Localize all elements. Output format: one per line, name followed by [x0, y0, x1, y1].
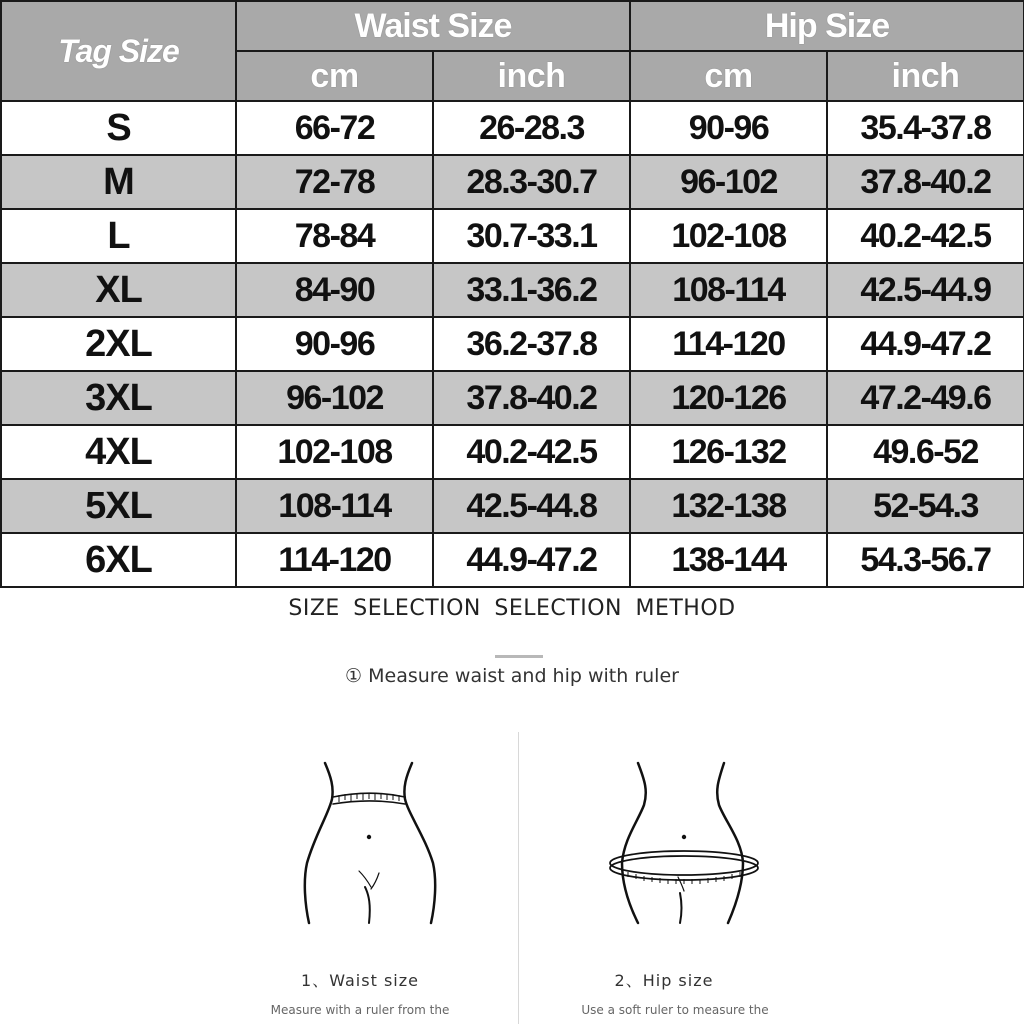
waist-cm-cell: 84-90: [236, 263, 433, 317]
waist-cm-cell: 78-84: [236, 209, 433, 263]
hip-measure-illustration: [600, 755, 770, 930]
tag-size-cell: 2XL: [1, 317, 236, 371]
hip-inch-cell: 49.6-52: [827, 425, 1024, 479]
tag-size-cell: 6XL: [1, 533, 236, 587]
tag-size-cell: XL: [1, 263, 236, 317]
table-row: [1, 317, 1024, 371]
waist-cm-cell: 90-96: [236, 317, 433, 371]
hip-cm-cell: 132-138: [630, 479, 827, 533]
waist-inch-cell: 40.2-42.5: [433, 425, 630, 479]
hip-cm-cell: 102-108: [630, 209, 827, 263]
hip-cm-cell: 90-96: [630, 101, 827, 155]
hip-inch-cell: 54.3-56.7: [827, 533, 1024, 587]
hip-inch-cell: 44.9-47.2: [827, 317, 1024, 371]
hip-inch-cell: 37.8-40.2: [827, 155, 1024, 209]
waist-inch-cell: 26-28.3: [433, 101, 630, 155]
waist-inch-cell: 42.5-44.8: [433, 479, 630, 533]
table-row: [1, 371, 1024, 425]
waist-caption: 1、Waist size: [301, 971, 419, 990]
table-row: [1, 101, 1024, 155]
table-row: [1, 425, 1024, 479]
step-instruction: ① Measure waist and hip with ruler: [345, 665, 679, 687]
tag-size-cell: 4XL: [1, 425, 236, 479]
unit-header-waist-cm: cm: [236, 51, 433, 101]
table-row: [1, 263, 1024, 317]
waist-inch-cell: 37.8-40.2: [433, 371, 630, 425]
tag-size-header: Tag Size: [1, 1, 236, 101]
waist-cm-cell: 66-72: [236, 101, 433, 155]
title-divider: [495, 655, 543, 658]
table-row: [1, 209, 1024, 263]
hip-cm-cell: 96-102: [630, 155, 827, 209]
waist-size-header: Waist Size: [236, 1, 630, 51]
waist-cm-cell: 96-102: [236, 371, 433, 425]
waist-inch-cell: 44.9-47.2: [433, 533, 630, 587]
tag-size-cell: 5XL: [1, 479, 236, 533]
tag-size-cell: M: [1, 155, 236, 209]
hip-inch-cell: 47.2-49.6: [827, 371, 1024, 425]
column-divider: [518, 732, 519, 1024]
waist-inch-cell: 30.7-33.1: [433, 209, 630, 263]
hip-cm-cell: 126-132: [630, 425, 827, 479]
table-row: [1, 155, 1024, 209]
table-row: [1, 479, 1024, 533]
waist-measure-illustration: [287, 755, 457, 930]
hip-description: Use a soft ruler to measure the: [581, 1003, 769, 1017]
waist-cm-cell: 108-114: [236, 479, 433, 533]
waist-inch-cell: 28.3-30.7: [433, 155, 630, 209]
waist-description: Measure with a ruler from the: [270, 1003, 450, 1017]
tag-size-cell: S: [1, 101, 236, 155]
hip-inch-cell: 35.4-37.8: [827, 101, 1024, 155]
waist-cm-cell: 72-78: [236, 155, 433, 209]
table-row: [1, 533, 1024, 587]
tag-size-cell: 3XL: [1, 371, 236, 425]
hip-cm-cell: 120-126: [630, 371, 827, 425]
hip-cm-cell: 138-144: [630, 533, 827, 587]
hip-inch-cell: 52-54.3: [827, 479, 1024, 533]
hip-inch-cell: 42.5-44.9: [827, 263, 1024, 317]
hip-cm-cell: 108-114: [630, 263, 827, 317]
hip-size-header: Hip Size: [630, 1, 1024, 51]
waist-cm-cell: 114-120: [236, 533, 433, 587]
hip-caption: 2、Hip size: [614, 971, 714, 990]
waist-cm-cell: 102-108: [236, 425, 433, 479]
hip-inch-cell: 40.2-42.5: [827, 209, 1024, 263]
tag-size-cell: L: [1, 209, 236, 263]
hip-cm-cell: 114-120: [630, 317, 827, 371]
unit-header-hip-cm: cm: [630, 51, 827, 101]
unit-header-waist-inch: inch: [433, 51, 630, 101]
waist-inch-cell: 33.1-36.2: [433, 263, 630, 317]
section-title: SIZE SELECTION SELECTION METHOD: [288, 596, 736, 621]
waist-inch-cell: 36.2-37.8: [433, 317, 630, 371]
unit-header-hip-inch: inch: [827, 51, 1024, 101]
